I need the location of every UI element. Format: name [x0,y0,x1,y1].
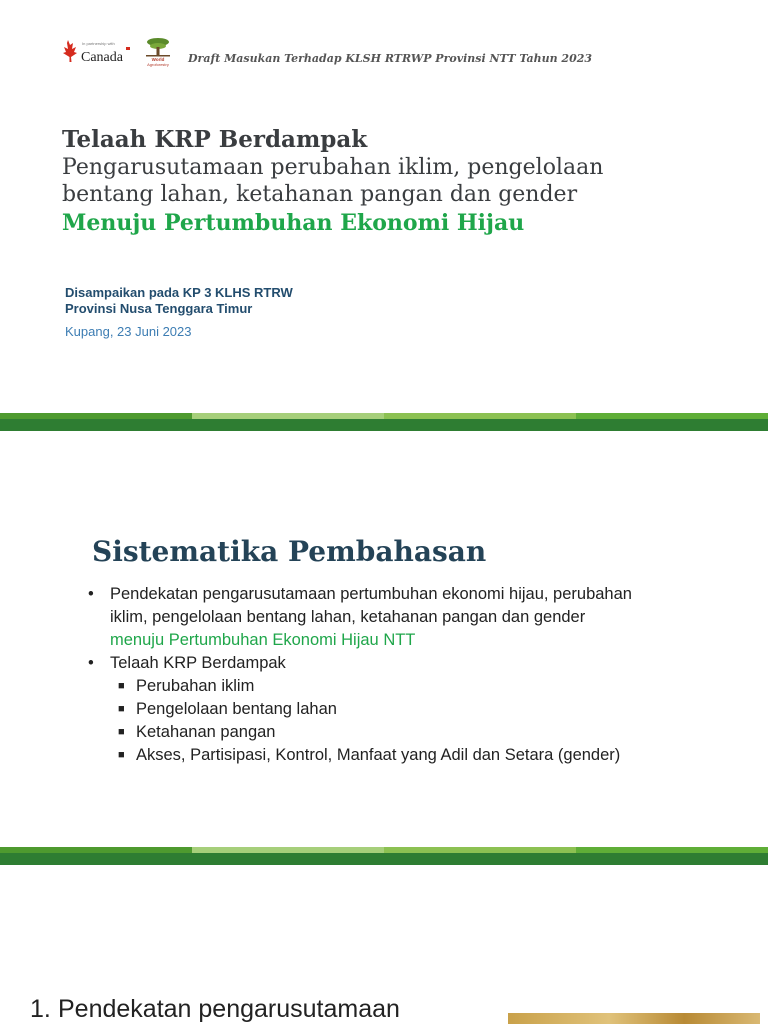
presented-line-1: Disampaikan pada KP 3 KLHS RTRW [65,285,293,300]
sub-item-label: Perubahan iklim [136,677,255,695]
tree-icon [146,38,170,57]
sub-list-item: ■ Perubahan iklim [88,675,728,698]
sub-list-item: ■ Pengelolaan bentang lahan [88,698,728,721]
green-title: Menuju Pertumbuhan Ekonomi Hijau [62,210,525,236]
section-heading-text: Pendekatan pengarusutamaan [58,995,400,1023]
agenda-title: Sistematika Pembahasan [92,535,487,568]
bullet-2: Telaah KRP Berdampak [110,654,286,672]
section-heading [30,995,400,1024]
agenda-slide [0,433,768,867]
subtitle-line-1: Pengarusutamaan perubahan iklim, pengelolaan [62,155,604,180]
canada-wordmark: Canada [81,50,123,65]
org-name-line2: Agroforestry [147,62,169,67]
bullet-1-line-1: Pendekatan pengarusutamaan pertumbuhan ekonomi hijau, perubahan [110,585,632,603]
slide-subtitle [62,154,682,208]
footer-band [0,413,768,431]
draft-header: Draft Masukan Terhadap KLSH RTRWP Provinsi NTT Tahun 2023 [188,52,593,65]
sub-item-label: Pengelolaan bentang lahan [136,700,337,718]
sub-list-item: ■ Ketahanan pangan [88,721,728,744]
section-number: 1. [30,995,51,1023]
presentation-date: Kupang, 23 Juni 2023 [65,324,192,339]
sub-list-item: ■ Akses, Partisipasi, Kontrol, Manfaat yang Adil dan Setara (gender) [88,744,728,767]
partner-logos [60,34,176,68]
presented-at [65,285,293,317]
bullet-1-green: menuju Pertumbuhan Ekonomi Hijau NTT [110,631,416,649]
title-slide [0,0,768,433]
bullet-1-line-2: iklim, pengelolaan bentang lahan, ketahanan pangan dan gender [110,608,586,626]
org-name-line1: World [151,57,165,62]
presented-line-2: Provinsi Nusa Tenggara Timur [65,301,253,316]
section-slide [0,867,768,1024]
list-item: • Telaah KRP Berdampak [88,652,728,675]
sub-item-label: Ketahanan pangan [136,723,276,741]
partnership-text: In partnership with [82,41,115,46]
footer-band [0,847,768,865]
list-item: • Pendekatan pengarusutamaan pertumbuhan ekonomi hijau, perubahan iklim, pengelolaan bentang lahan, ketahanan pangan dan gender menuju Pertumbuhan Ekonomi Hijau NTT [88,583,728,652]
sub-item-label: Akses, Partisipasi, Kontrol, Manfaat yang Adil dan Setara (gender) [136,746,621,764]
slide-title: Telaah KRP Berdampak [62,126,368,153]
agenda-list [88,583,728,767]
subtitle-line-2: bentang lahan, ketahanan pangan dan gender [62,182,578,207]
section-photo [508,1013,760,1024]
maple-leaf-icon [63,40,77,62]
